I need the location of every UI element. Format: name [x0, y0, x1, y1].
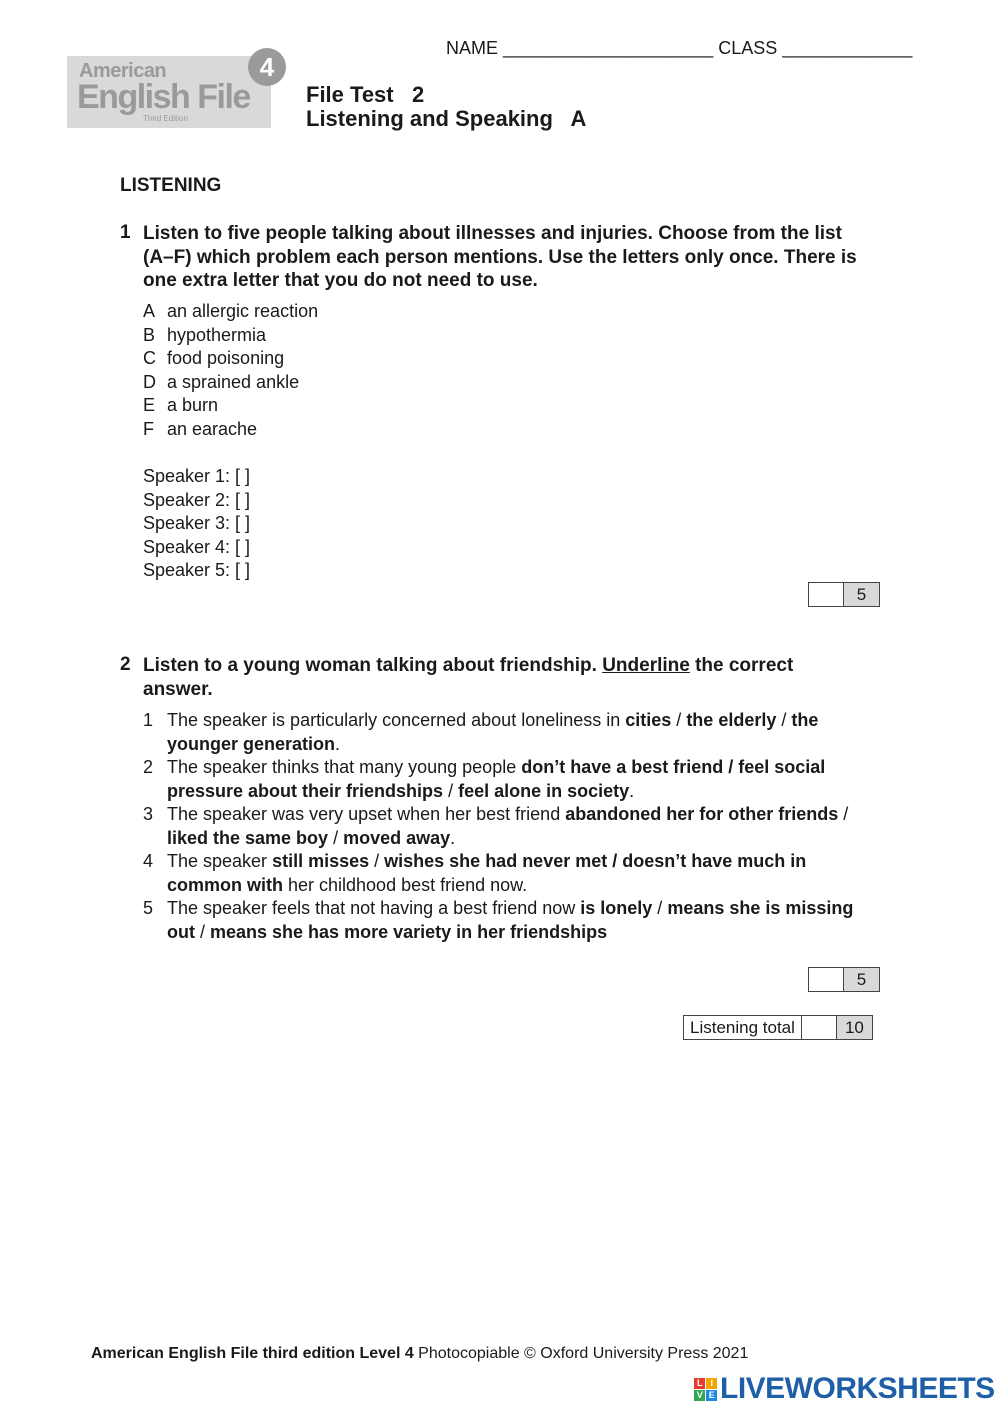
q2-answer-option[interactable]: liked the same boy — [167, 827, 329, 848]
q2-answer-option[interactable]: wishes she had never met / doesn’t have much in common with — [167, 851, 807, 895]
q1-speaker-answer[interactable]: Speaker 5: [ ] — [143, 560, 251, 580]
section-title: LISTENING — [120, 175, 222, 196]
page-subtitle: Listening and Speaking A — [306, 106, 587, 131]
liveworksheets-logo[interactable] — [694, 1372, 995, 1406]
q2-answer-option[interactable]: means she is missing out — [167, 898, 854, 942]
listening-total-max: 10 — [837, 1016, 872, 1039]
q2-item-text: The speaker was very upset when her best friend — [167, 804, 566, 824]
listening-total-input[interactable] — [802, 1016, 837, 1039]
liveworksheets-grid-icon — [694, 1378, 717, 1401]
q2-item-text: The speaker thinks that many young people — [167, 757, 522, 777]
q2-answer-option[interactable]: the elderly — [686, 710, 777, 730]
q2-items — [143, 709, 883, 944]
liveworksheets-text: LIVEWORKSHEETS — [720, 1372, 995, 1405]
q2-max-score: 5 — [844, 968, 879, 991]
q2-item-text: / — [194, 921, 210, 942]
q1-option — [143, 300, 318, 324]
q1-max-score: 5 — [844, 583, 879, 606]
q2-item-text: her childhood best friend now. — [283, 874, 528, 895]
q1-score-input[interactable] — [809, 583, 844, 606]
q2-item-text: / — [838, 804, 849, 824]
q2-instruction-underline: Underline — [602, 655, 690, 676]
q1-option-text: hypothermia — [167, 324, 267, 345]
q2-score-input[interactable] — [809, 968, 844, 991]
q2-answer-option[interactable]: is lonely — [580, 898, 653, 918]
q1-number: 1 — [120, 222, 131, 243]
q1-option-text: an allergic reaction — [167, 301, 319, 321]
q1-option-letter: C — [143, 348, 156, 368]
q1-option-letter: A — [143, 301, 156, 321]
q2-item-text: / — [328, 827, 344, 848]
listening-total-label: Listening total — [684, 1016, 802, 1039]
q2-answer-option[interactable]: cities — [625, 710, 672, 730]
name-class-field[interactable]: NAME _____________________ CLASS _____________ — [446, 38, 913, 58]
q2-item-text: / — [671, 710, 687, 730]
q2-instruction-start: Listen to a young woman talking about friendship. — [143, 655, 603, 676]
q1-speaker-answer[interactable]: Speaker 3: [ ] — [143, 513, 251, 533]
q2-item — [143, 803, 883, 850]
q2-answer-option[interactable]: abandoned her for other friends — [565, 804, 839, 824]
q2-item — [143, 709, 883, 756]
q1-speaker-answer[interactable]: Speaker 2: [ ] — [143, 489, 251, 510]
q2-answer-option[interactable]: moved away — [343, 827, 451, 848]
q1-option-letter: F — [143, 418, 154, 439]
footer-copyright — [91, 1345, 748, 1363]
q2-item-text: . — [335, 733, 341, 754]
q1-option-letter: B — [143, 324, 156, 345]
q1-option — [143, 324, 318, 348]
q2-item-number: 3 — [143, 804, 154, 824]
liveworksheets-grid-cell: E — [706, 1390, 717, 1401]
listening-total-box — [683, 1015, 873, 1040]
logo — [67, 56, 271, 128]
q1-speakers — [143, 465, 250, 583]
logo-line3: Third Edition — [143, 114, 188, 123]
q1-instruction: Listen to five people talking about illnesses and injuries. Choose from the list (A–F) which problem each person mentions. Use the letters only once. There is one extra letter that you do not need to use. — [143, 223, 857, 291]
q2-item-text: / — [776, 710, 792, 730]
liveworksheets-grid-cell: L — [694, 1378, 705, 1389]
q2-answer-option[interactable]: the younger generation — [167, 710, 819, 754]
q1-option-letter: E — [143, 395, 156, 415]
q2-answer-option[interactable]: means she has more variety in her friendships — [210, 921, 608, 942]
q1-option — [143, 347, 318, 371]
q2-item-text: / — [369, 851, 385, 871]
q1-score-box — [808, 582, 880, 607]
logo-level-badge: 4 — [248, 48, 286, 86]
q2-item-number: 2 — [143, 757, 154, 777]
q1-option-text: an earache — [167, 418, 258, 439]
q2-item-text: . — [629, 780, 635, 801]
q2-item-number: 1 — [143, 710, 154, 730]
q2-item — [143, 897, 883, 944]
q1-option-text: food poisoning — [167, 348, 285, 368]
q2-item-text: . — [450, 827, 456, 848]
q1-speaker-answer[interactable]: Speaker 1: [ ] — [143, 466, 251, 486]
q1-option-letter: D — [143, 371, 156, 392]
q2-item-text: The speaker — [167, 851, 273, 871]
q2-item-text: The speaker is particularly concerned about loneliness in — [167, 710, 626, 730]
q1-option — [143, 418, 318, 442]
q2-instruction-end: the correct answer. — [143, 655, 794, 700]
q2-item — [143, 850, 883, 897]
q2-item-text: / — [652, 898, 668, 918]
q2-item-number: 4 — [143, 851, 154, 871]
q2-answer-option[interactable]: still misses — [272, 851, 370, 871]
q2-score-box — [808, 967, 880, 992]
q1-option-text: a burn — [167, 395, 219, 415]
q1-option — [143, 371, 318, 395]
q2-item-number: 5 — [143, 898, 154, 918]
liveworksheets-grid-cell: V — [694, 1390, 705, 1401]
q1-option — [143, 394, 318, 418]
footer-bold: American English File third edition Level 4 — [91, 1345, 414, 1362]
q2-item-text: / — [443, 780, 459, 801]
q2-item — [143, 756, 883, 803]
footer-rest: Photocopiable © Oxford University Press 2021 — [413, 1345, 749, 1362]
q2-answer-option[interactable]: feel alone in society — [458, 780, 630, 801]
q1-options — [143, 300, 318, 441]
liveworksheets-grid-cell: I — [706, 1378, 717, 1389]
logo-line1: American — [79, 60, 167, 82]
logo-line2: English File — [77, 78, 250, 116]
page-title: File Test 2 — [306, 82, 425, 107]
q2-item-text: The speaker feels that not having a best friend now — [167, 898, 581, 918]
q1-option-text: a sprained ankle — [167, 371, 300, 392]
q2-number: 2 — [120, 654, 131, 675]
q2-instruction — [143, 654, 863, 701]
q2-answer-option[interactable]: don’t have a best friend / feel social pressure about their friendships — [167, 757, 826, 801]
q1-speaker-answer[interactable]: Speaker 4: [ ] — [143, 536, 251, 557]
